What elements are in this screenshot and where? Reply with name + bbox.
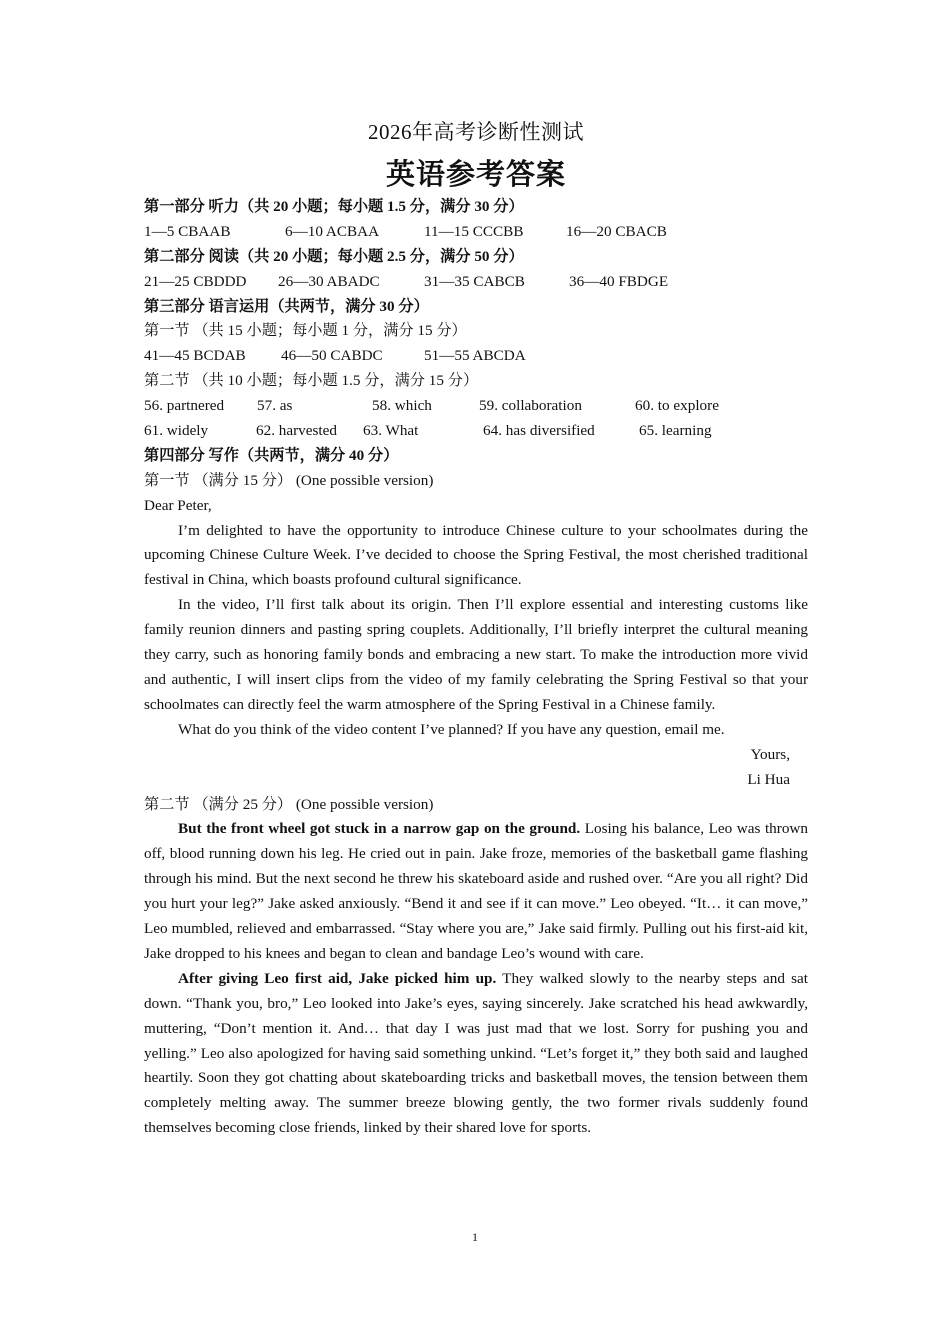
letter-paragraph: What do you think of the video content I’ve planned? If you have any question, email me. xyxy=(178,720,725,738)
part3-heading: 第三部分 语言运用（共两节，满分 30 分） xyxy=(144,297,429,315)
answer-group: 26—30 ABADC xyxy=(278,272,380,290)
story-text: Losing his balance, Leo was thrown off, blood running down his leg. He cried out in pain. Jake froze, memories of the basketball game flashing through his mind. But the next second he threw his skateboard aside and rushed over. “Are you all right? Did you hurt your leg?” Jake asked anxiously. “Bend it and see if it can move.” Leo obeyed. “It… it can move,” Leo mumbled, relieved and embarrassed. “Stay where you are,” Jake said firmly. Pulling out his first-aid kit, Jake dropped to his knees and began to clean and bandage Leo’s wound with care. xyxy=(144,820,808,962)
story-text: They walked slowly to the nearby steps and sat down. “Thank you, bro,” Leo looked into Jake’s eyes, saying sincerely. Jake scratched his head awkwardly, muttering, “Don’t mention it. And… that day I was just mad that we lost. Sorry for pushing you and yelling.” Leo also apologized for having said something unkind. “Let’s forget it,” they both said and laughed heartily. Soon they got chatting about skateboarding tricks and basketball moves, the tension between them completely melting away. The summer breeze blowing gently, the two former rivals suddenly found themselves becoming close friends, linked by their shared love for sports. xyxy=(144,969,809,1137)
letter-paragraph: In the video, I’ll first talk about its origin. Then I’ll explore essential and interesting customs like family reunion dinners and pasting spring couplets. Additionally, I’ll briefly interpret the cultural meaning they carry, such as honoring family bonds and embracing a new start. To make the introduction more vivid and authentic, I will insert clips from the video of my family celebrating the Spring Festival so that your schoolmates can directly feel the warm atmosphere of the Spring Festival in a Chinese family. xyxy=(144,596,808,713)
part4-heading: 第四部分 写作（共两节，满分 40 分） xyxy=(144,446,399,464)
answer-item: 65. learning xyxy=(639,422,712,440)
part3-section1-answers xyxy=(144,344,808,369)
answer-group: 11—15 CCCBB xyxy=(424,222,524,240)
letter-greeting: Dear Peter, xyxy=(144,496,212,514)
answer-item: 64. has diversified xyxy=(483,422,595,440)
page-number: 1 xyxy=(472,1230,478,1244)
letter-closing: Yours, xyxy=(750,745,790,763)
story-paragraph xyxy=(144,967,808,1141)
answer-group: 21—25 CBDDD xyxy=(144,272,247,290)
part2-heading: 第二部分 阅读（共 20 小题；每小题 2.5 分，满分 50 分） xyxy=(144,247,524,265)
answer-group: 36—40 FBDGE xyxy=(569,272,669,290)
answer-item: 58. which xyxy=(372,397,432,415)
part3-section2-heading: 第二节 （共 10 小题；每小题 1.5 分，满分 15 分） xyxy=(144,372,479,390)
answer-group: 41—45 BCDAB xyxy=(144,347,246,365)
part4-section2-heading: 第二节 （满分 25 分） (One possible version) xyxy=(144,795,434,813)
answer-item: 62. harvested xyxy=(256,422,337,440)
answer-item: 61. widely xyxy=(144,422,209,440)
answer-key-body xyxy=(144,195,808,1141)
answer-key-title: 英语参考答案 xyxy=(385,159,566,191)
answer-group: 1—5 CBAAB xyxy=(144,222,231,240)
part4-section1-heading: 第一节 （满分 15 分） (One possible version) xyxy=(144,471,434,489)
story-lead-sentence: But the front wheel got stuck in a narrow gap on the ground. xyxy=(178,820,581,838)
letter-signature: Li Hua xyxy=(747,770,790,788)
answer-item: 60. to explore xyxy=(635,397,719,415)
answer-item: 57. as xyxy=(257,397,293,415)
letter-paragraph: I’m delighted to have the opportunity to introduce Chinese culture to your schoolmates during the upcoming Chinese Culture Week. I’ve decided to choose the Spring Festival, the most cherished traditional festival in China, which boasts profound cultural significance. xyxy=(144,521,808,589)
answer-item: 56. partnered xyxy=(144,397,225,415)
part3-section1-heading: 第一节 （共 15 小题；每小题 1 分，满分 15 分） xyxy=(144,322,467,340)
part1-heading: 第一部分 听力（共 20 小题；每小题 1.5 分，满分 30 分） xyxy=(144,198,524,215)
exam-title: 2026年高考诊断性测试 xyxy=(368,120,584,144)
answer-group: 16—20 CBACB xyxy=(566,222,667,240)
answer-item: 63. What xyxy=(363,422,419,440)
answer-group: 46—50 CABDC xyxy=(281,347,383,365)
answer-group: 31—35 CABCB xyxy=(424,272,525,290)
part2-answers xyxy=(144,270,808,295)
part3-section2-row1 xyxy=(144,394,808,419)
answer-group: 6—10 ACBAA xyxy=(285,222,380,240)
answer-item: 59. collaboration xyxy=(479,397,582,415)
part1-answers xyxy=(144,220,808,245)
part3-section2-row2 xyxy=(144,419,808,444)
story-lead-sentence: After giving Leo first aid, Jake picked him up. xyxy=(178,969,497,987)
answer-group: 51—55 ABCDA xyxy=(424,347,526,365)
story-paragraph xyxy=(144,817,808,966)
